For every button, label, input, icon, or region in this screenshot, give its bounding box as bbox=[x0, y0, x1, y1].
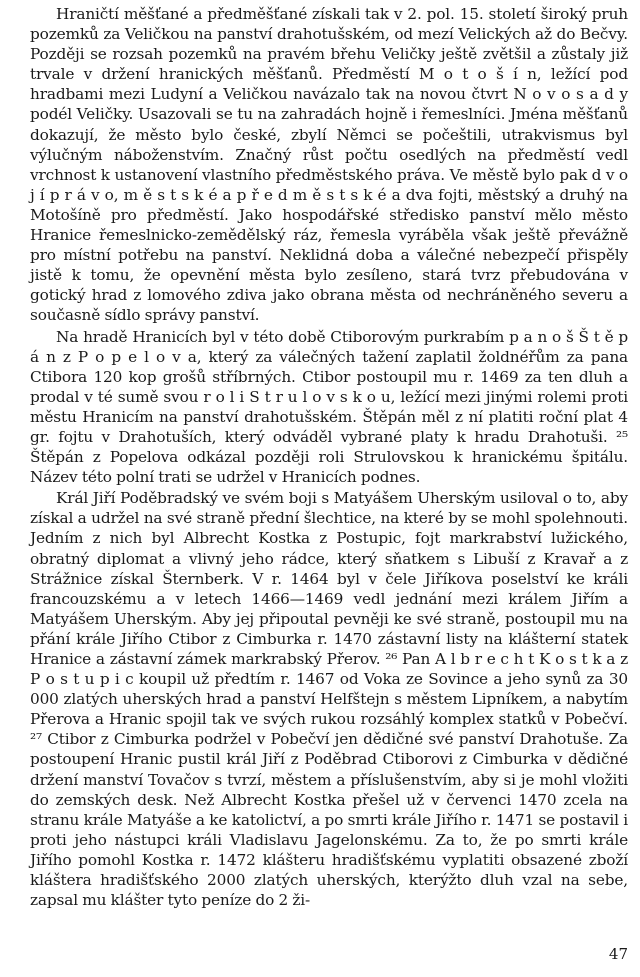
paragraph-hranice-townspeople: Hraničtí měšťané a předměšťané získali tak v 2. pol. 15. století široký pruh pozemků za Veličkou na panství drahotušském, od mezí Velických až do Bečvy. Později se rozsah pozemků na pravém břehu Veličky ještě zvětšil a zůstaly již trvale v držení hranických měšťanů. Předměstí M o t o š í n, ležící pod hradbami mezi Ludyní a Veličkou navázalo tak na novou čtvrt N o v o s a d y podél Veličky. Usazovali se tu na zahradách hojně i řemeslníci. Jména měšťanů dokazují, že město bylo české, zbylí Němci se počeštili, utrakvismus byl výlučným náboženstvím. Značný růst počtu osedlých na předměstí vedl vrchnost k ustanovení vlastního předměstského práva. Ve městě bylo pak d v o j í p r á v o, m ě s t s k é a p ř e d m ě s t s k é a dva fojti, městský a druhý na Motošíně pro předměstí. Jako hospodářské středisko panství mělo město Hranice řemeslnicko-zemědělský ráz, řemesla vyráběla však ještě převážně pro místní potřebu na panství. Neklidná doba a válečné nebezpečí přispěly jistě k tomu, že opevnění města bylo zesíleno, stará tvrz přebudována v gotický hrad z lomového zdiva jako obrana města od nechráněného severu a současně sídlo správy panství. bbox=[30, 5, 628, 325]
paragraph-king-jiri: Král Jiří Poděbradský ve svém boji s Matyášem Uherským usiloval o to, aby získal a udržel na své straně přední šlechtice, na které by se mohl spolehnouti. Jedním z nich byl Albrecht Kostka z Postupic, fojt markrabství lužického, obratný diplomat a vlivný jeho rádce, který sňatkem s Libuší z Kravař a z Strážnice získal Šternberk. V r. 1464 byl v čele Jiříkova poselství ke králi francouzskému a v letech 1466—1469 vedl jednání mezi králem Jiřím a Matyášem Uherským. Aby jej připoutal pevněji ke své straně, postoupil mu na přání krále Jiřího Ctibor z Cimburka r. 1470 zástavní listy na klášterní statek Hranice a zástavní zámek markrabský Přerov. ²⁶ Pan A l b r e c h t K o s t k a z P o s t u p i c koupil už předtím r. 1467 od Voka ze Sovince a jeho synů za 30 000 zlatých uherských hrad a panství Helfštejn s městem Lipníkem, a nabytím Přerova a Hranic spojil tak ve svých rukou rozsáhlý komplex statků v Pobečví. ²⁷ Ctibor z Cimburka podržel v Pobečví jen dědičné své panství Drahotuše. Za postoupení Hranic pustil král Jiří z Poděbrad Ctiborovi z Cimburka v dědičné držení manství Tovačov s tvrzí, městem a příslušenstvím, aby si je mohl vložiti do zemských desk. Než Albrecht Kostka přešel už v červenci 1470 zcela na stranu krále Matyáše a ke katolictví, a po smrti krále Jiřího r. 1471 se postavil i proti jeho nástupci králi Vladislavu Jagelonskému. Za to, že po smrti krále Jiřího pomohl Kostka r. 1472 klášteru hradišťskému vyplatiti obsazené zboží kláštera hradišťského 2000 zlatých uherských, kterýžto dluh vzal na sebe, zapsal mu klášter tyto peníze do 2 ži- bbox=[30, 489, 628, 910]
paragraph-burgrave-stepan: Na hradě Hranicích byl v této době Ctiborovým purkrabím p a n o š Š t ě p á n z P o p e l o v a, který za válečných tažení zaplatil žoldnéřům za pana Ctibora 120 kop grošů stříbrných. Ctibor postoupil mu r. 1469 za ten dluh a prodal v té sumě svou r o l i S t r u l o v s k o u, ležící mezi jinými rolemi proti městu Hranicím na panství drahotušském. Štěpán měl z ní platiti roční plat 4 gr. fojtu v Drahotuších, který odváděl vybrané platy k hradu Drahotuši. ²⁵ Štěpán z Popelova odkázal později roli Strulovskou k hranickému špitálu. Název této polní trati se udržel v Hranicích podnes. bbox=[30, 327, 628, 487]
page-body bbox=[30, 4, 628, 911]
page-number: 47 bbox=[608, 945, 628, 963]
